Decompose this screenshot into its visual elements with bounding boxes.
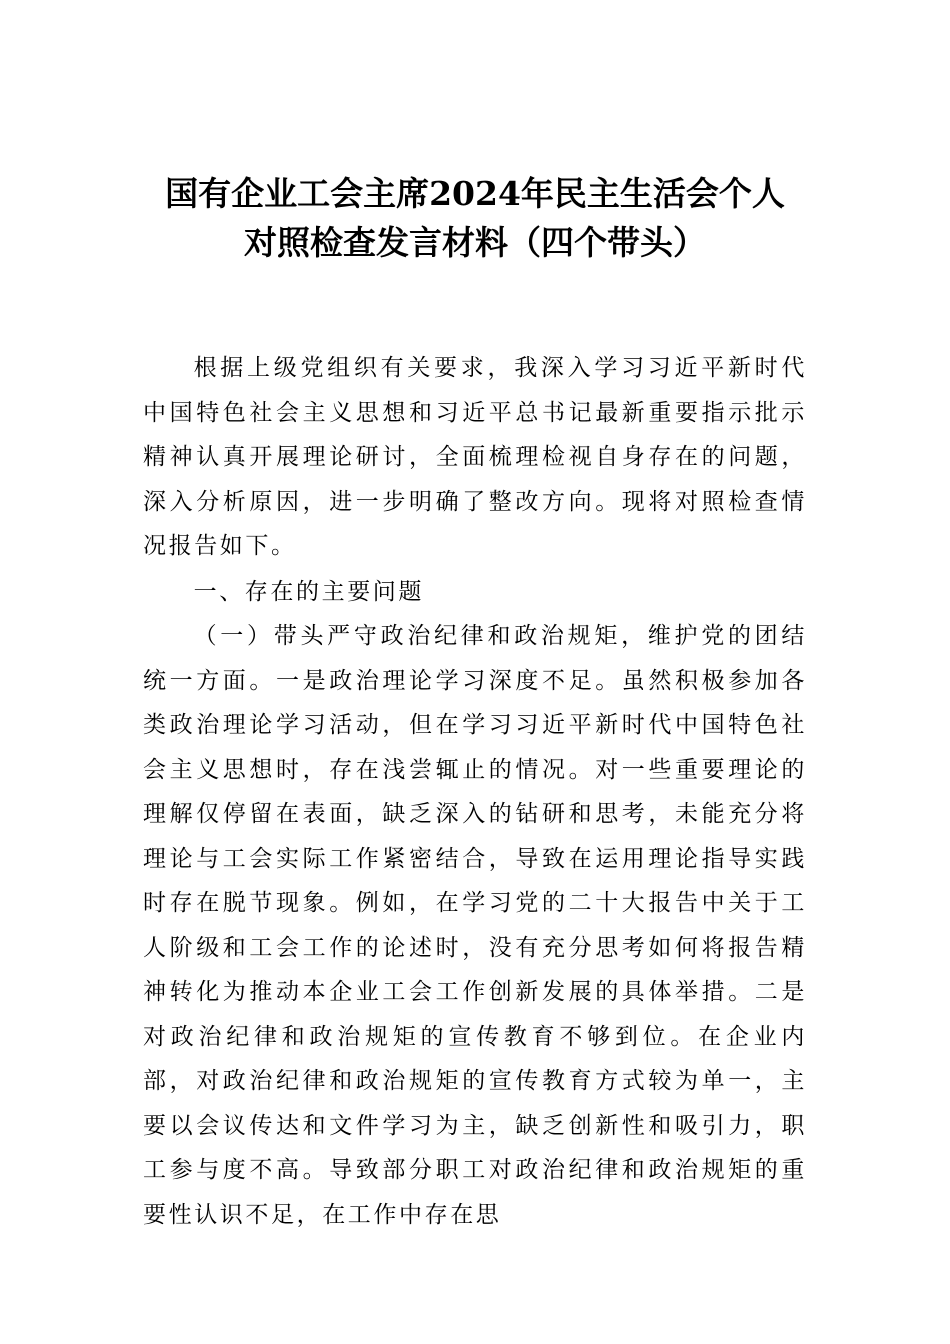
document-title-line-1: 国有企业工会主席2024年民主生活会个人 [165, 174, 785, 213]
subsection-body: 一是政治理论学习深度不足。虽然积极参加各类政治理论学习活动，但在学习习近平新时代中国特色社会主义思想时，存在浅尝辄止的情况。对一些重要理论的理解仅停留在表面，缺乏深入的钻研和思考，未能充分将理论与工会实际工作紧密结合，导致在运用理论指导实践时存在脱节现象。例如，在学习党的二十大报告中关于工人阶级和工会工作的论述时，没有充分思考如何将报告精神转化为推动本企业工会工作创新发展的具体举措。二是对政治纪律和政治规矩的宣传教育不够到位。在企业内部，对政治纪律和政治规矩的宣传教育方式较为单一，主要以会议传达和文件学习为主，缺乏创新性和吸引力，职工参与度不高。导致部分职工对政治纪律和政治规矩的重要性认识不足，在工作中存在思 [143, 667, 807, 1228]
section-heading: 一、存在的主要问题 [193, 579, 424, 605]
intro-paragraph: 根据上级党组织有关要求，我深入学习习近平新时代中国特色社会主义思想和习近平总书记最新重要指示批示精神认真开展理论研讨，全面梳理检视自身存在的问题，深入分析原因，进一步明确了整改方向。现将对照检查情况报告如下。 [143, 355, 807, 559]
subsection-paragraph [143, 614, 807, 1237]
subsection-lead: （一）带头严守政治纪律和政治规矩，维护党的团结统一方面。 [143, 623, 807, 694]
document-title-line-2: 对照检查发言材料（四个带头） [244, 223, 706, 262]
